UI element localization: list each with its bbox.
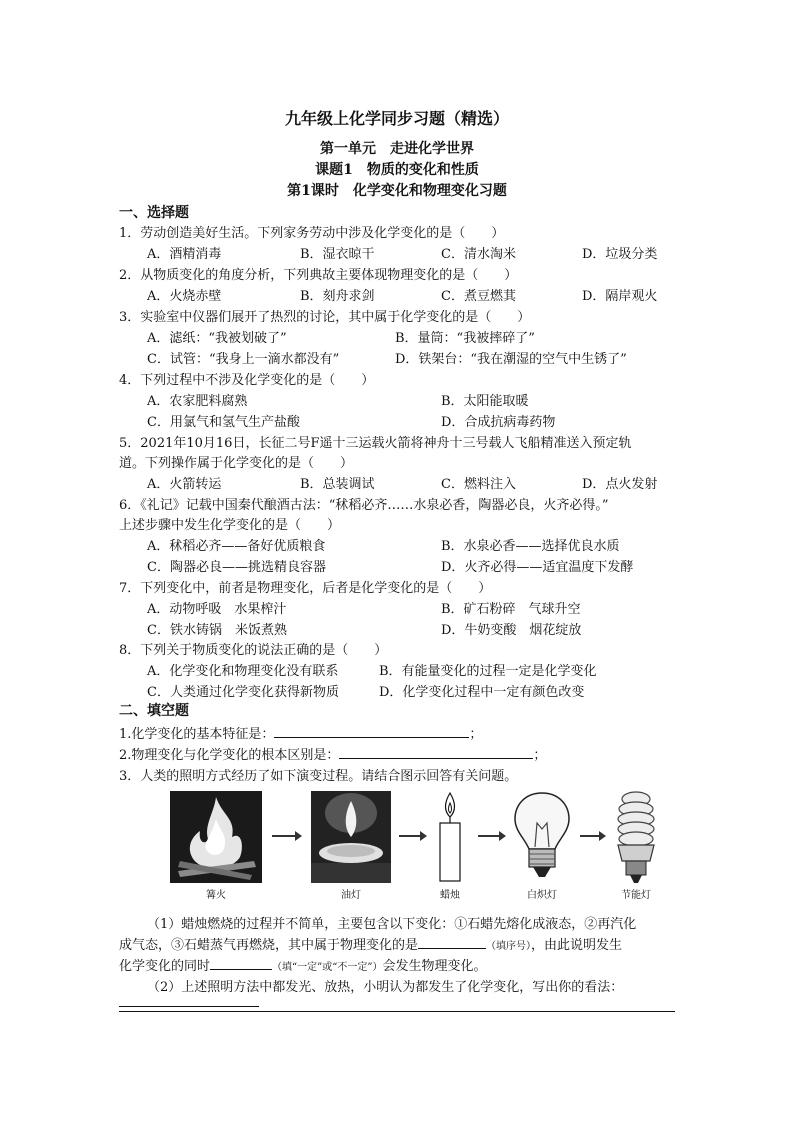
q8-option-c: C．人类通过化学变化获得新物质 [147,685,339,700]
q4-option-c: C．用氯气和氢气生产盐酸 [147,415,300,430]
incandescent-bulb-icon [511,789,573,885]
arrow-icon [580,835,604,837]
part1-answer-blank-1[interactable] [418,935,486,949]
arrow-icon [399,835,425,837]
arrow-icon [272,835,300,837]
campfire-icon [170,791,262,883]
q5-option-c: C．燃料注入 [441,477,516,492]
q4-option-a: A．农家肥料腐熟 [147,394,248,409]
q7-option-a: A．动物呼吸 水果榨汁 [147,602,287,617]
part1-line2-text: 成气态，③石蜡蒸气再燃烧，其中属于物理变化的是 [119,938,419,953]
unit-heading: 第一单元 走进化学世界 [320,141,474,157]
section-fill-heading: 二、填空题 [119,703,189,719]
q6-option-b: B．水泉必香——选择优良水质 [441,539,620,554]
q5-option-a: A．火箭转运 [147,477,222,492]
part2-answer-line[interactable] [119,1006,259,1007]
part1-line3 [119,955,486,974]
question-6-stem-line2: 上述步骤中发生化学变化的是（ ） [119,518,341,533]
part1-line2-end: ，由此说明发生 [531,938,623,953]
question-5-stem-line1: 5．2021年10月16日，长征二号F遥十三运载火箭将神舟十三号载人飞船精准送入预定轨 [119,436,632,451]
page-bottom-rule [119,1011,675,1012]
fill-question-3-stem: 3．人类的照明方式经历了如下演变过程。请结合图示回答有关问题。 [119,769,518,784]
fill-question-2 [119,744,546,763]
fill-2-answer-blank[interactable] [339,745,533,759]
q8-option-b: B．有能量变化的过程一定是化学变化 [379,664,597,679]
part2-line: （2）上述照明方法中都发光、放热，小明认为都发生了化学变化，写出你的看法： [147,980,624,995]
question-7-stem: 7．下列变化中，前者是物理变化，后者是化学变化的是（ ） [119,581,492,596]
q3-option-d: D．铁架台：“我在潮湿的空气中生锈了” [395,352,627,367]
question-4-stem: 4．下列过程中不涉及化学变化的是（ ） [119,373,375,388]
lesson-heading: 课题1 物质的变化和性质 [315,162,479,178]
q7-option-c: C．铁水铸锅 米饭煮熟 [147,623,287,638]
q8-option-d: D．化学变化过程中一定有颜色改变 [379,685,585,700]
question-5-stem-line2: 道。下列操作属于化学变化的是（ ） [119,456,354,471]
q3-option-b: B．量筒：“我被摔碎了” [395,331,535,346]
q7-option-b: B．矿石粉碎 气球升空 [441,602,581,617]
q6-option-c: C．陶器必良——挑选精良容器 [147,560,326,575]
part1-line3-text: 化学变化的同时 [119,959,211,974]
question-3-stem: 3．实验室中仪器们展开了热烈的讨论，其中属于化学变化的是（ ） [119,310,531,325]
q4-option-d: D．合成抗病毒药物 [441,415,556,430]
q6-option-d: D．火齐必得——适宜温度下发酵 [441,560,634,575]
energy-saving-lamp-icon [606,789,666,885]
caption-candle: 蜡烛 [440,890,460,901]
q2-option-c: C．煮豆燃萁 [441,289,516,304]
caption-bulb: 白炽灯 [527,890,557,901]
q5-option-d: D．点火发射 [582,477,658,492]
q1-option-d: D．垃圾分类 [582,247,658,262]
caption-campfire: 篝火 [206,890,226,901]
fill-question-1 [119,723,482,742]
fill-1-text: 1.化学变化的基本特征是： [119,727,275,742]
part1-line3-end: 会发生物理变化。 [382,959,487,974]
question-1-stem: 1．劳动创造美好生活。下列家务劳动中涉及化学变化的是（ ） [119,226,505,241]
fill-1-end: ； [469,727,483,742]
question-6-stem-line1: 6．《礼记》记载中国秦代酿酒古法：“秫稻必齐……水泉必香，陶器必良，火齐必得。” [119,498,609,513]
period-heading: 第1课时 化学变化和物理变化习题 [287,183,507,199]
fill-2-end: ； [533,748,547,763]
q6-option-a: A．秫稻必齐——备好优质粮食 [147,539,326,554]
part1-line1: （1）蜡烛燃烧的过程并不简单，主要包含以下变化：①石蜡先熔化成液态，②再汽化 [147,917,637,932]
lighting-evolution-figure [166,789,666,899]
part1-hint-2: （填“一定”或“不一定”） [272,962,383,973]
part1-hint-1: （填序号） [486,941,532,952]
q8-option-a: A．化学变化和物理变化没有联系 [147,664,339,679]
q2-option-d: D．隔岸观火 [582,289,658,304]
q3-option-a: A．滤纸：“我被划破了” [147,331,287,346]
fill-2-text: 2.物理变化与化学变化的根本区别是： [119,748,340,763]
question-2-stem: 2．从物质变化的角度分析，下列典故主要体现物理变化的是（ ） [119,268,518,283]
candle-icon [434,791,466,883]
q1-option-c: C．清水淘米 [441,247,516,262]
q1-option-a: A．酒精消毒 [147,247,222,262]
part1-answer-blank-2[interactable] [210,956,272,970]
section-choice-heading: 一、选择题 [119,205,189,221]
q2-option-b: B．刻舟求剑 [300,289,375,304]
oil-lamp-icon [311,791,391,883]
part1-line2 [119,934,622,953]
caption-oil-lamp: 油灯 [341,890,361,901]
page-title: 九年级上化学同步习题（精选） [284,109,509,128]
question-8-stem: 8．下列关于物质变化的说法正确的是（ ） [119,643,388,658]
caption-energy-saving-lamp: 节能灯 [621,890,651,901]
q4-option-b: B．太阳能取暖 [441,394,529,409]
q3-option-c: C．试管：“我身上一滴水都没有” [147,352,340,367]
q7-option-d: D．牛奶变酸 烟花绽放 [441,623,582,638]
fill-1-answer-blank[interactable] [274,724,469,738]
arrow-icon [478,835,504,837]
q2-option-a: A．火烧赤壁 [147,289,222,304]
q1-option-b: B．湿衣晾干 [300,247,375,262]
q5-option-b: B．总装调试 [300,477,375,492]
